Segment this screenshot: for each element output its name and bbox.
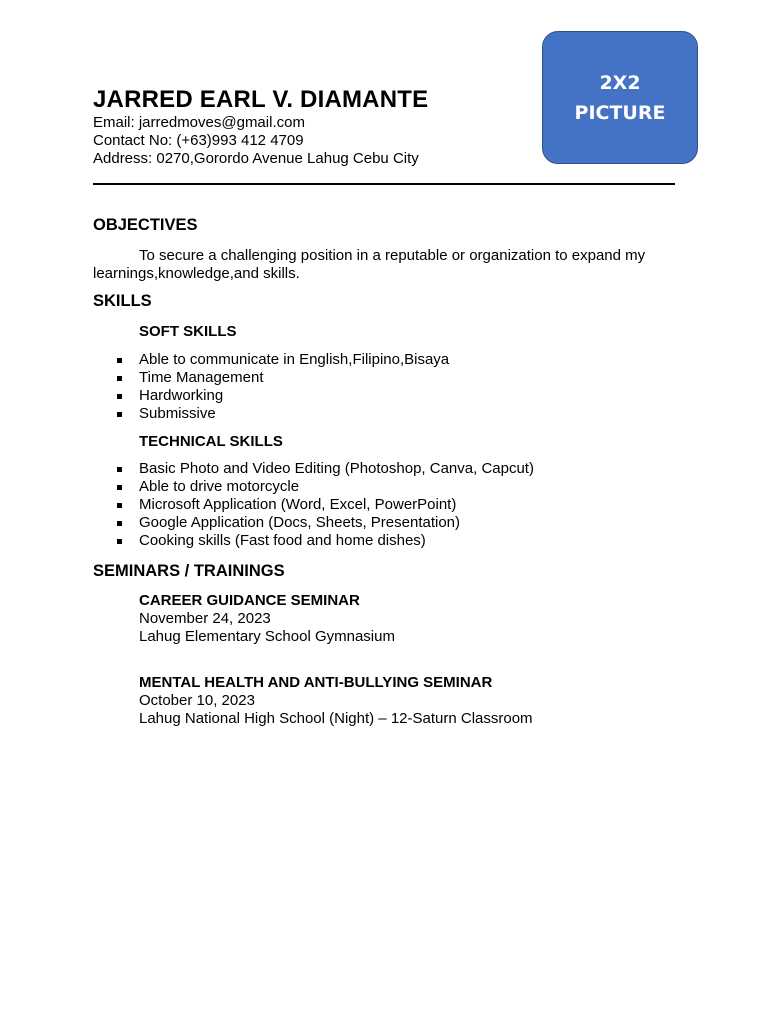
email-line: Email: jarredmoves@gmail.com	[93, 114, 305, 131]
contact-number-line: Contact No: (+63)993 412 4709	[93, 132, 304, 149]
list-item: Google Application (Docs, Sheets, Presentation)	[0, 514, 534, 532]
skills-heading: SKILLS	[93, 292, 152, 310]
soft-skills-heading: SOFT SKILLS	[139, 323, 237, 340]
contact-info	[93, 114, 419, 168]
technical-skills-list	[0, 460, 534, 550]
objectives-heading: OBJECTIVES	[93, 216, 198, 234]
list-item: Microsoft Application (Word, Excel, PowerPoint)	[0, 496, 534, 514]
list-item: Able to communicate in English,Filipino,Bisaya	[0, 351, 449, 369]
photo-label-line2: PICTURE	[574, 101, 666, 124]
header-divider	[93, 183, 675, 185]
list-item: Submissive	[0, 405, 449, 423]
applicant-name: JARRED EARL V. DIAMANTE	[93, 86, 429, 113]
bullet-icon	[117, 521, 122, 526]
bullet-icon	[117, 376, 122, 381]
seminar-title: CAREER GUIDANCE SEMINAR	[139, 592, 360, 609]
list-item: Basic Photo and Video Editing (Photoshop, Canva, Capcut)	[0, 460, 534, 478]
objectives-text: To secure a challenging position in a reputable or organization to expand my learnings,knowledge,and skills.	[93, 247, 646, 282]
list-item: Hardworking	[0, 387, 449, 405]
seminar-date: October 10, 2023	[139, 692, 255, 709]
bullet-icon	[117, 358, 122, 363]
photo-label-line1: 2X2	[599, 71, 641, 94]
bullet-icon	[117, 467, 122, 472]
seminar-venue: Lahug Elementary School Gymnasium	[139, 628, 395, 645]
seminar-date: November 24, 2023	[139, 610, 271, 627]
seminar-title: MENTAL HEALTH AND ANTI-BULLYING SEMINAR	[139, 674, 493, 691]
bullet-icon	[117, 485, 122, 490]
soft-skills-list	[0, 351, 449, 423]
list-item: Cooking skills (Fast food and home dishes)	[0, 532, 534, 550]
list-item: Time Management	[0, 369, 449, 387]
bullet-icon	[117, 394, 122, 399]
bullet-icon	[117, 539, 122, 544]
technical-skills-heading: TECHNICAL SKILLS	[139, 433, 283, 450]
seminar-venue: Lahug National High School (Night) – 12-Saturn Classroom	[139, 710, 533, 727]
bullet-icon	[117, 503, 122, 508]
address-line: Address: 0270,Gorordo Avenue Lahug Cebu City	[93, 150, 419, 167]
bullet-icon	[117, 412, 122, 417]
seminar-entry	[139, 674, 533, 728]
seminar-entry	[139, 592, 395, 646]
list-item: Able to drive motorcycle	[0, 478, 534, 496]
seminars-heading: SEMINARS / TRAININGS	[93, 562, 285, 580]
photo-placeholder	[542, 31, 698, 164]
